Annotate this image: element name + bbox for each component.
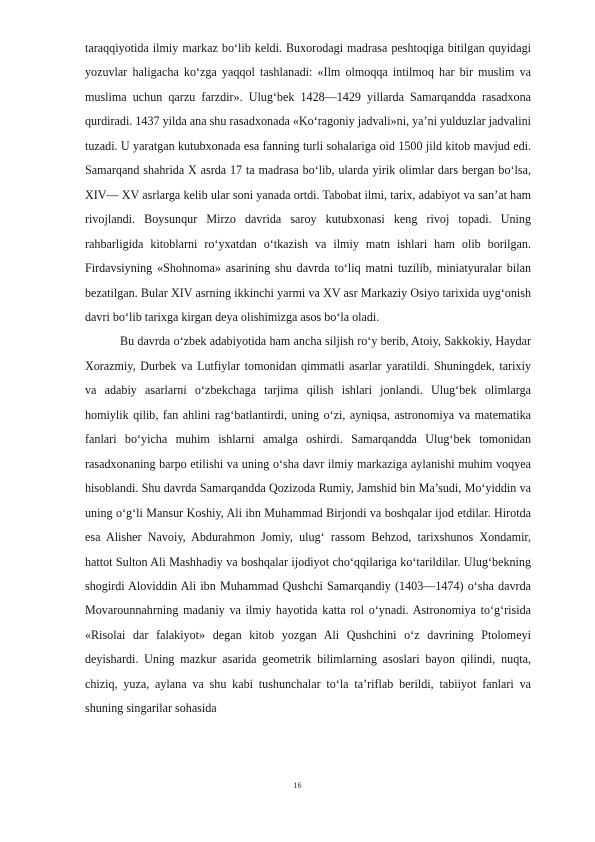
page-number: 16 — [293, 781, 302, 790]
paragraph-continuation: taraqqiyotida ilmiy markaz bo‘lib keldi. Buxorodagi madrasa peshtoqiga bitilgan quyidagi yozuvlar haligacha ko‘zga yaqqol tashlanadi: «Ilm olmoqqa intilmoq har bir muslim va muslima uchun qarzu farzdir». Ulug‘bek 1428—1429 yillarda Samarqandda rasadxona qurdiradi. 1437 yilda ana shu rasadxonada «Ko‘ragoniy jadvali»ni, ya’ni yulduzlar jadvalini tuzadi. U yaratgan kutubxonada esa fanning turli sohalariga oid 1500 jild kitob mavjud edi. Samarqand shahrida X asrda 17 ta madrasa bo‘lib, ularda yirik olimlar dars bergan bo‘lsa, XIV— XV asrlarga kelib ular soni yanada ortdi. Tabobat ilmi, tarix, adabiyot va san’at ham rivojlandi. Boysunqur Mirzo davrida saroy kutubxonasi keng rivoj topadi. Uning rahbarligida kitoblarni ro‘yxatdan o‘tkazish va ilmiy matn ishlari ham olib borilgan. Firdavsiyning «Shohnoma» asarining shu davrda to‘liq matni tuzilib, miniatyuralar bilan bezatilgan. Bular XIV asrning ikkinchi yarmi va XV asr Markaziy Osiyo tarixida uyg‘onish davri bo‘lib tarixga kirgan deya olishimizga asos bo‘la oladi. — [85, 41, 531, 324]
paragraph-literature: Bu davrda o‘zbek adabiyotida ham ancha siljish ro‘y berib, Atoiy, Sakkokiy, Haydar Xorazmiy, Durbek va Lutfiylar tomonidan qimmatli asarlar yaratildi. Shuningdek, tarixiy va adabiy asarlarni o‘zbekchaga tarjima qilish ishlari jonlandi. Ulug‘bek olimlarga homiylik qilib, fan ahlini rag‘batlantirdi, uning o‘zi, ayniqsa, astronomiya va matematika fanlari bo‘yicha muhim ishlarni amalga oshirdi. Samarqandda Ulug‘bek tomonidan rasadxonaning barpo etilishi va uning o‘sha davr ilmiy markaziga aylanishi muhim voqyea hisoblandi. Shu davrda Samarqandda Qozizoda Rumiy, Jamshid bin Ma’sudi, Mo‘yiddin va uning o‘g‘li Mansur Koshiy, Ali ibn Muhammad Birjondi va boshqalar ijod etdilar. Hirotda esa Alisher Navoiy, Abdurahmon Jomiy, ulug‘ rassom Behzod, tarixshunos Xondamir, hattot Sulton Ali Mashhadiy va boshqalar ijodiyot cho‘qqilariga ko‘tarildilar. Ulug‘bekning shogirdi Aloviddin Ali ibn Muhammad Qushchi Samarqandiy (1403—1474) o‘sha davrda Movarounnahrning madaniy va ilmiy hayotida katta rol o‘ynadi. Astronomiya to‘g‘risida «Risolai dar falakiyot» degan kitob yozgan Ali Qushchini o‘z davrining Ptolomeyi deyishardi. Uning mazkur asarida geometrik bilimlarning asoslari bayon qilindi, nuqta, chiziq, yuza, aylana va shu kabi tushunchalar to‘la ta’riflab berildi, tabiiyot fanlari va shuning singarilar sohasida — [85, 334, 531, 716]
page-body — [85, 36, 531, 721]
